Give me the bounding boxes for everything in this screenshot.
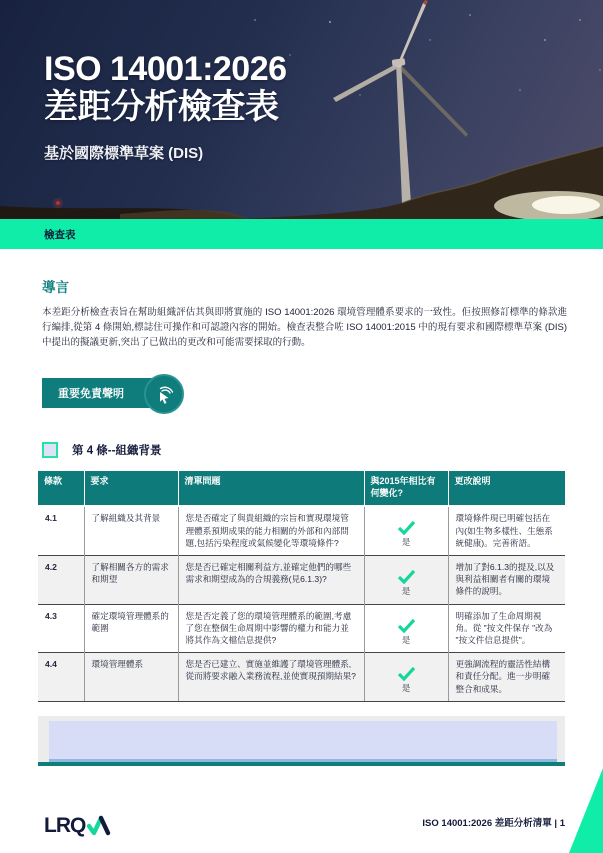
check-icon [397, 569, 416, 584]
disclaimer-button-group [42, 374, 565, 416]
yes-label: 是 [401, 585, 411, 596]
lrqa-logo-mark-icon [86, 815, 112, 836]
hero-header [0, 0, 603, 219]
table-row [38, 604, 565, 653]
click-cursor-icon [153, 383, 175, 405]
cell-clause: 4.1 [38, 506, 84, 555]
table-row [38, 653, 565, 702]
col-header-requirement: 要求 [84, 471, 178, 506]
check-icon [397, 520, 416, 535]
notes-input-area[interactable] [49, 721, 557, 762]
cell-changed [364, 604, 448, 653]
cell-question: 您是否已建立、實施並維護了環境管理體系,從而將要求融入業務流程,並使實現預期結果? [178, 653, 364, 702]
page-title-line2: 差距分析檢查表 [44, 88, 279, 127]
table-row [38, 506, 565, 555]
cell-requirement: 確定環境管理體系的範圍 [84, 604, 178, 653]
section-band [0, 219, 603, 249]
cell-clause: 4.4 [38, 653, 84, 702]
lrqa-logo [44, 815, 112, 836]
cell-question: 您是否確定了與貴組織的宗旨和實現環境管理體系預期成果的能力相關的外部和內部問題,包括污染程度或氣候變化等環境條件? [178, 506, 364, 555]
cell-question: 您是否定義了您的環境管理體系的範圍,考慮了您在整個生命周期中影響的權力和能力並將其作為文檔信息提供? [178, 604, 364, 653]
intro-heading: 導言 [42, 280, 69, 295]
footer-page-label: ISO 14001:2026 差距分析清單 | 1 [422, 818, 565, 829]
yes-label: 是 [401, 634, 411, 645]
cell-question: 您是否已確定相關利益方,並確定他們的哪些需求和期望成為的合規義務(見6.1.3)? [178, 555, 364, 604]
cell-notes: 明確添加了生命周期視角。從 "按文件保存 "改為 "按文件信息提供"。 [448, 604, 565, 653]
lrqa-logo-letters: LRQ [44, 814, 86, 837]
cell-requirement: 環境管理體系 [84, 653, 178, 702]
col-header-notes: 更改說明 [448, 471, 565, 506]
page-body [0, 276, 603, 766]
page-title [44, 50, 287, 127]
clause4-section-header [42, 442, 565, 458]
corner-accent-triangle [569, 768, 603, 853]
yes-label: 是 [401, 683, 411, 694]
yes-label: 是 [401, 537, 411, 548]
cell-requirement: 了解組織及其背景 [84, 506, 178, 555]
cell-notes: 環境條件現已明確包括在內(如生物多樣性、生態系統健康)。完善術語。 [448, 506, 565, 555]
cell-notes: 更強調流程的靈活性結構和責任分配。進一步明確整合和成果。 [448, 653, 565, 702]
section-title: 第 4 條--組織背景 [72, 445, 162, 457]
check-icon [397, 666, 416, 681]
disclaimer-button[interactable]: 重要免責聲明 [42, 378, 160, 408]
col-header-changed: 與2015年相比有何變化? [364, 471, 448, 506]
disclaimer-click-badge[interactable] [144, 374, 184, 414]
cell-changed [364, 555, 448, 604]
cell-requirement: 了解相關各方的需求和期望 [84, 555, 178, 604]
cell-clause: 4.3 [38, 604, 84, 653]
check-icon [397, 618, 416, 633]
col-header-clause: 條款 [38, 471, 84, 506]
page-subtitle: 基於國際標準草案 (DIS) [44, 144, 204, 162]
cell-changed [364, 653, 448, 702]
cell-clause: 4.2 [38, 555, 84, 604]
col-header-question: 清單問題 [178, 471, 364, 506]
band-label: 檢查表 [44, 228, 76, 241]
table-row [38, 555, 565, 604]
intro-paragraph: 本差距分析檢查表旨在幫助組織評估其與即將實施的 ISO 14001:2026 環境管理體系要求的一致性。佢按照修訂標準的條款進行編排,從第 4 條開始,標誌住可操作和可認證內容的開始。檢查表整合咗 ISO 14001:2015 中的現有要求和國際標準草案 (DIS) 中提出的擬議更新,突出了已做出的更改和可能需要採取的行動。 [42, 307, 567, 348]
table-header-row [38, 471, 565, 506]
cell-changed [364, 506, 448, 555]
cell-notes: 增加了對6.1.3的提及,以及與利益相關者有關的環境條件的說明。 [448, 555, 565, 604]
section-checkbox[interactable] [42, 442, 58, 458]
page-title-line1: ISO 14001:2026 [44, 50, 287, 88]
gap-analysis-table [38, 471, 565, 702]
notes-field-container [38, 716, 565, 766]
